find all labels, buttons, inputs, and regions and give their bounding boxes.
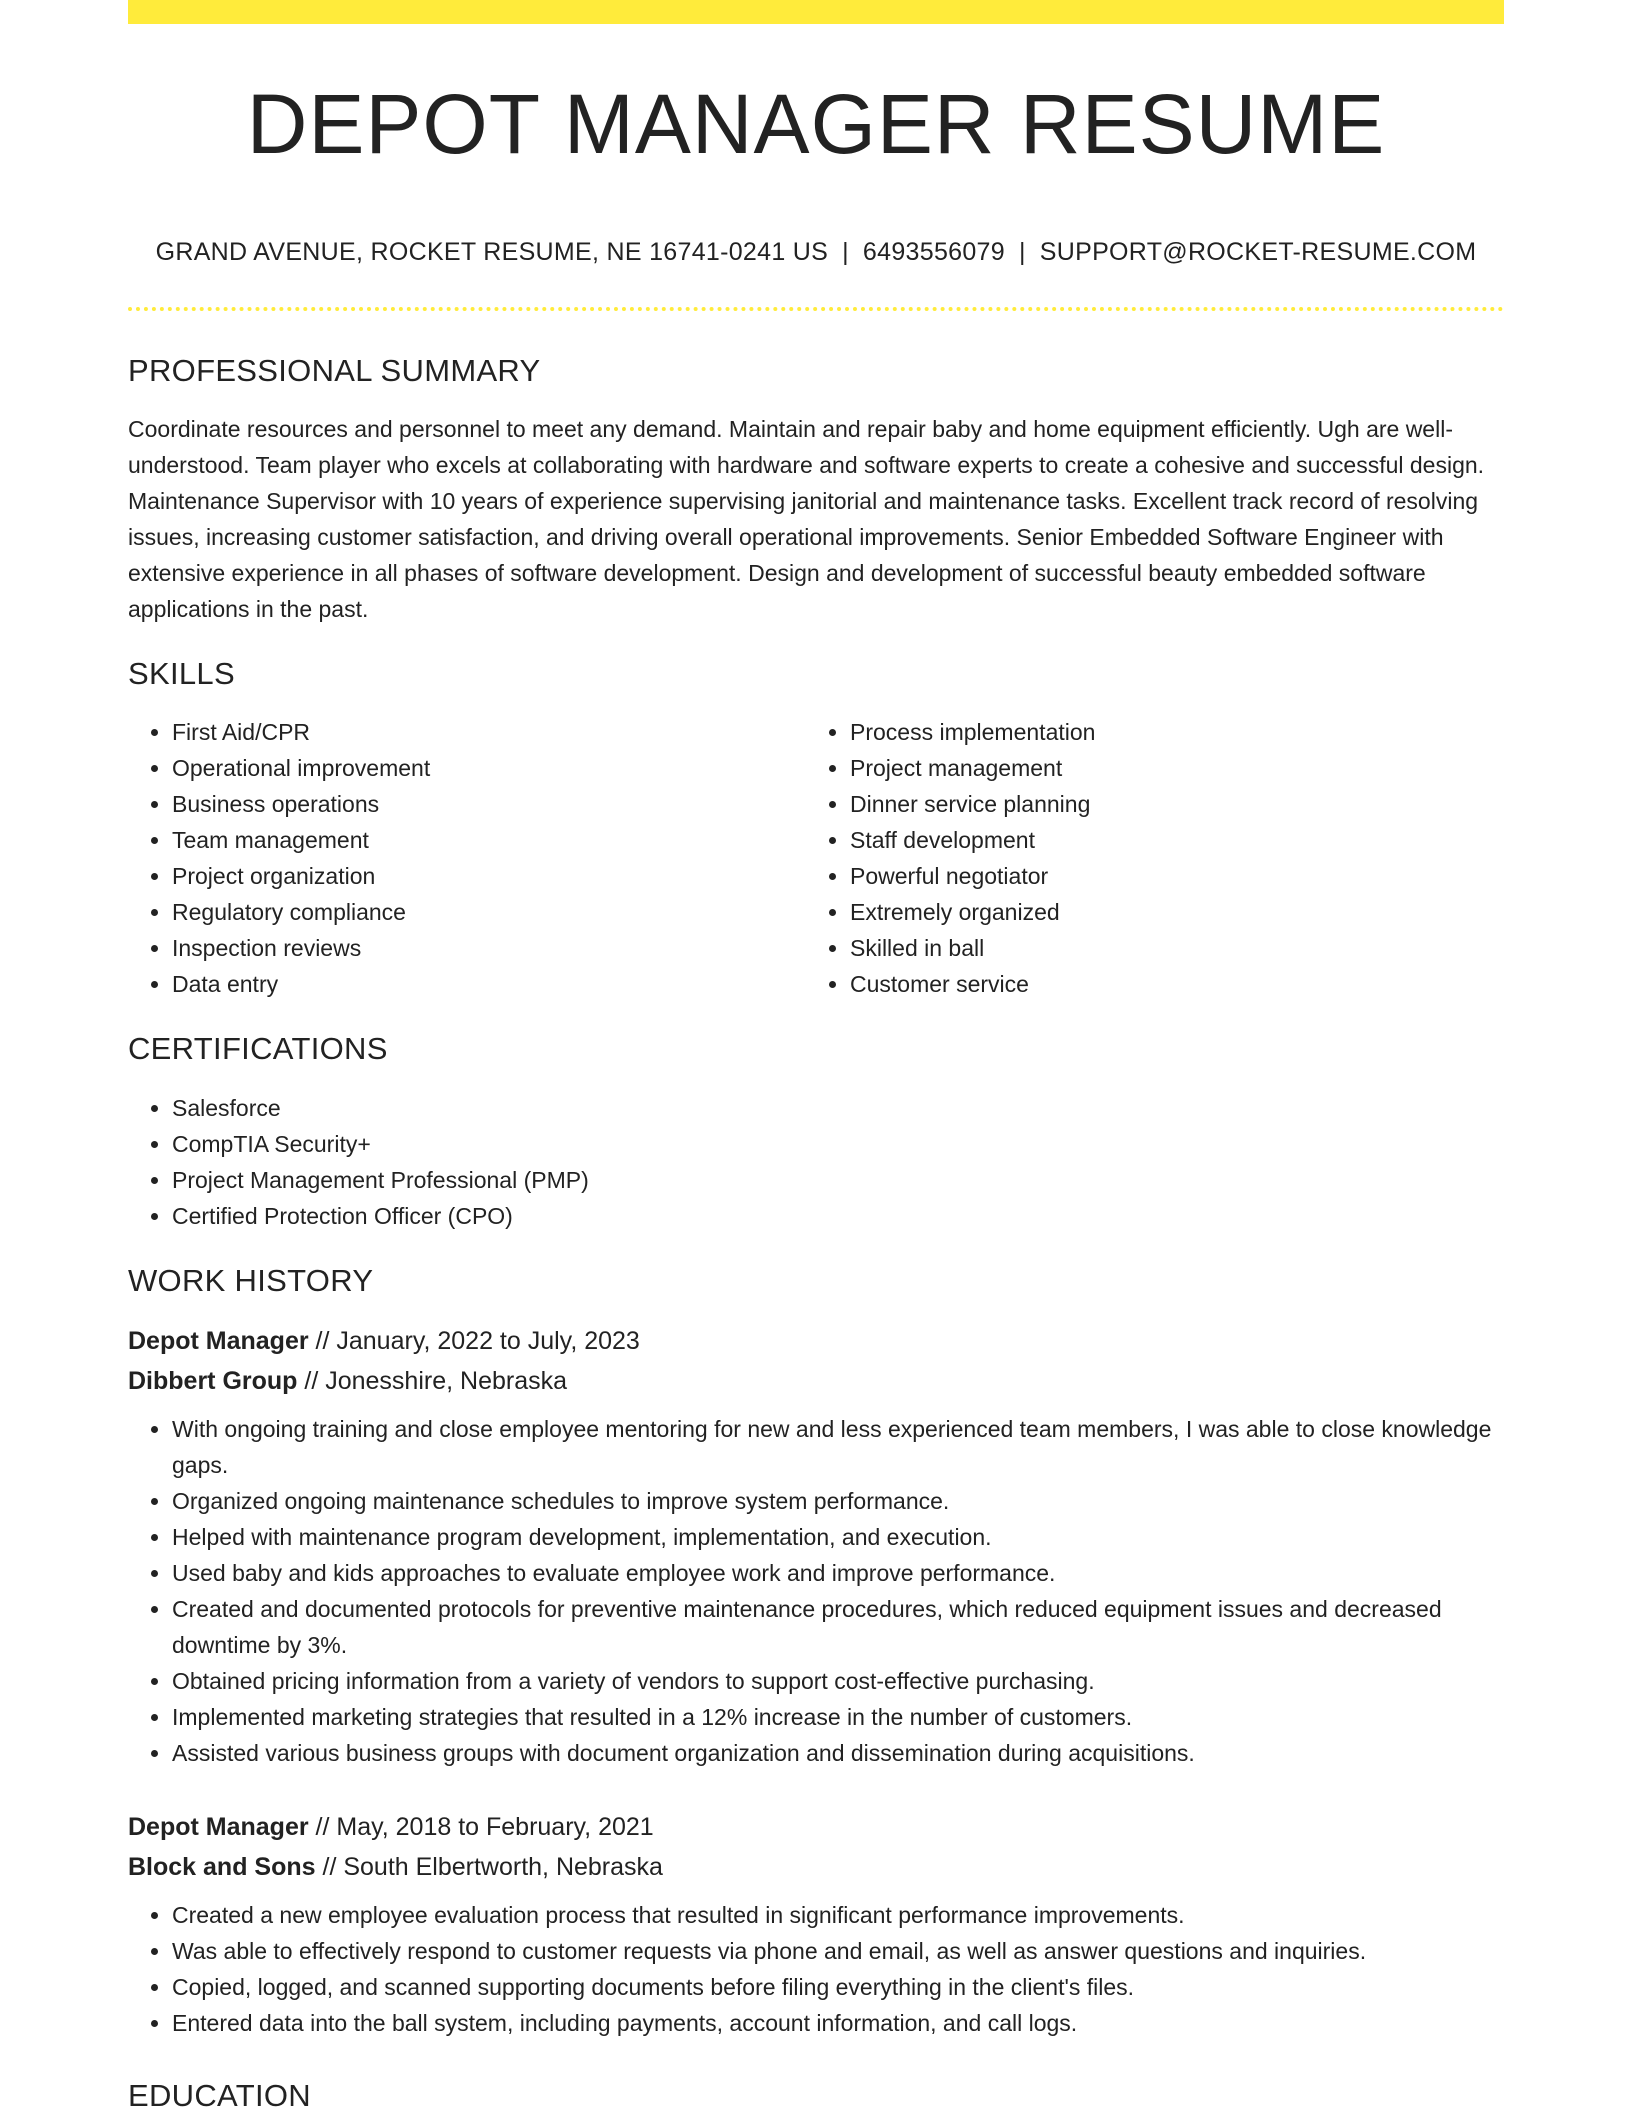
certification-item: • Project Management Professional (PMP) [172, 1162, 1504, 1198]
skills-columns [128, 714, 1504, 1002]
skill-item: • Regulatory compliance [172, 894, 806, 930]
page-title: DEPOT MANAGER RESUME [246, 77, 1386, 171]
job-company-line [128, 1847, 1504, 1887]
skill-item: • Customer service [850, 966, 1484, 1002]
skill-item: • Operational improvement [172, 750, 806, 786]
skill-item: • Extremely organized [850, 894, 1484, 930]
job-role: Depot Manager [128, 1326, 309, 1355]
job-bullet: • Copied, logged, and scanned supporting documents before filing everything in the client's files. [172, 1969, 1504, 2005]
job-bullet: • With ongoing training and close employee mentoring for new and less experienced team members, I was able to close knowledge gaps. [172, 1411, 1504, 1483]
contact-phone: 6493556079 [862, 238, 1005, 266]
contact-line [128, 238, 1504, 267]
work-history-section [128, 1262, 1504, 2041]
skill-item: • Skilled in ball [850, 930, 1484, 966]
skill-item: • Project organization [172, 858, 806, 894]
summary-section [128, 352, 1504, 627]
contact-address: GRAND AVENUE, ROCKET RESUME, NE 16741-0241 US [155, 238, 829, 266]
job-dates: // January, 2022 to July, 2023 [308, 1326, 640, 1355]
skill-item: • Staff development [850, 822, 1484, 858]
summary-heading: PROFESSIONAL SUMMARY [128, 353, 541, 388]
job-bullets [128, 1411, 1504, 1771]
job-bullet: • Created and documented protocols for preventive maintenance procedures, which reduced equipment issues and decreased downtime by 3%. [172, 1591, 1504, 1663]
job-bullet: • Used baby and kids approaches to evaluate employee work and improve performance. [172, 1555, 1504, 1591]
skill-item: • Project management [850, 750, 1484, 786]
contact-separator: | [842, 238, 849, 266]
job-role: Depot Manager [128, 1812, 309, 1841]
job-bullet: • Entered data into the ball system, including payments, account information, and call logs. [172, 2005, 1504, 2041]
contact-email: SUPPORT@ROCKET-RESUME.COM [1039, 238, 1477, 266]
dotted-divider [128, 307, 1504, 311]
job-bullet: • Obtained pricing information from a variety of vendors to support cost-effective purchasing. [172, 1663, 1504, 1699]
job-location: // South Elbertworth, Nebraska [315, 1852, 663, 1881]
certification-item: • Certified Protection Officer (CPO) [172, 1198, 1504, 1234]
job-entry [128, 1807, 1504, 2041]
skills-section [128, 655, 1504, 1002]
certification-item: • CompTIA Security+ [172, 1126, 1504, 1162]
certifications-list [128, 1090, 1504, 1234]
skill-item: • Business operations [172, 786, 806, 822]
job-entry [128, 1321, 1504, 1771]
job-bullet: • Assisted various business groups with document organization and dissemination during acquisitions. [172, 1735, 1504, 1771]
job-role-line [128, 1807, 1504, 1847]
skill-item: • Data entry [172, 966, 806, 1002]
job-bullet: • Organized ongoing maintenance schedules to improve system performance. [172, 1483, 1504, 1519]
job-role-line [128, 1321, 1504, 1361]
skills-list-right [806, 714, 1484, 1002]
job-bullet: • Was able to effectively respond to customer requests via phone and email, as well as answer questions and inquiries. [172, 1933, 1504, 1969]
certifications-section [128, 1030, 1504, 1233]
skill-item: • Dinner service planning [850, 786, 1484, 822]
certification-item: • Salesforce [172, 1090, 1504, 1126]
work-history-heading: WORK HISTORY [128, 1262, 374, 1298]
job-location: // Jonesshire, Nebraska [297, 1366, 568, 1395]
education-section [128, 2077, 1504, 2112]
job-company: Block and Sons [128, 1852, 316, 1881]
job-bullet: • Helped with maintenance program development, implementation, and execution. [172, 1519, 1504, 1555]
summary-text: Coordinate resources and personnel to meet any demand. Maintain and repair baby and home equipment efficiently. Ugh are well-understood. Team player who excels at collaborating with hardware and software experts to create a cohesive and successful design. Maintenance Supervisor with 10 years of experience supervising janitorial and maintenance tasks. Excellent track record of resolving issues, increasing customer satisfaction, and driving overall operational improvements. Senior Embedded Software Engineer with extensive experience in all phases of software development. Design and development of successful beauty embedded software applications in the past. [128, 416, 1485, 623]
education-heading: EDUCATION [128, 2077, 311, 2112]
contact-separator: | [1018, 238, 1026, 266]
job-bullets [128, 1897, 1504, 2041]
resume-body [128, 352, 1504, 2112]
skills-heading: SKILLS [128, 656, 235, 692]
job-bullet: • Implemented marketing strategies that resulted in a 12% increase in the number of customers. [172, 1699, 1504, 1735]
certifications-heading: CERTIFICATIONS [128, 1031, 388, 1067]
skill-item: • First Aid/CPR [172, 714, 806, 750]
top-accent-bar [128, 0, 1504, 24]
job-bullet: • Created a new employee evaluation process that resulted in significant performance improvements. [172, 1897, 1504, 1933]
skills-list-left [128, 714, 806, 1002]
skill-item: • Team management [172, 822, 806, 858]
job-company-line [128, 1361, 1504, 1401]
skill-item: • Process implementation [850, 714, 1484, 750]
skill-item: • Powerful negotiator [850, 858, 1484, 894]
skill-item: • Inspection reviews [172, 930, 806, 966]
job-company: Dibbert Group [128, 1366, 298, 1395]
job-dates: // May, 2018 to February, 2021 [308, 1812, 654, 1841]
